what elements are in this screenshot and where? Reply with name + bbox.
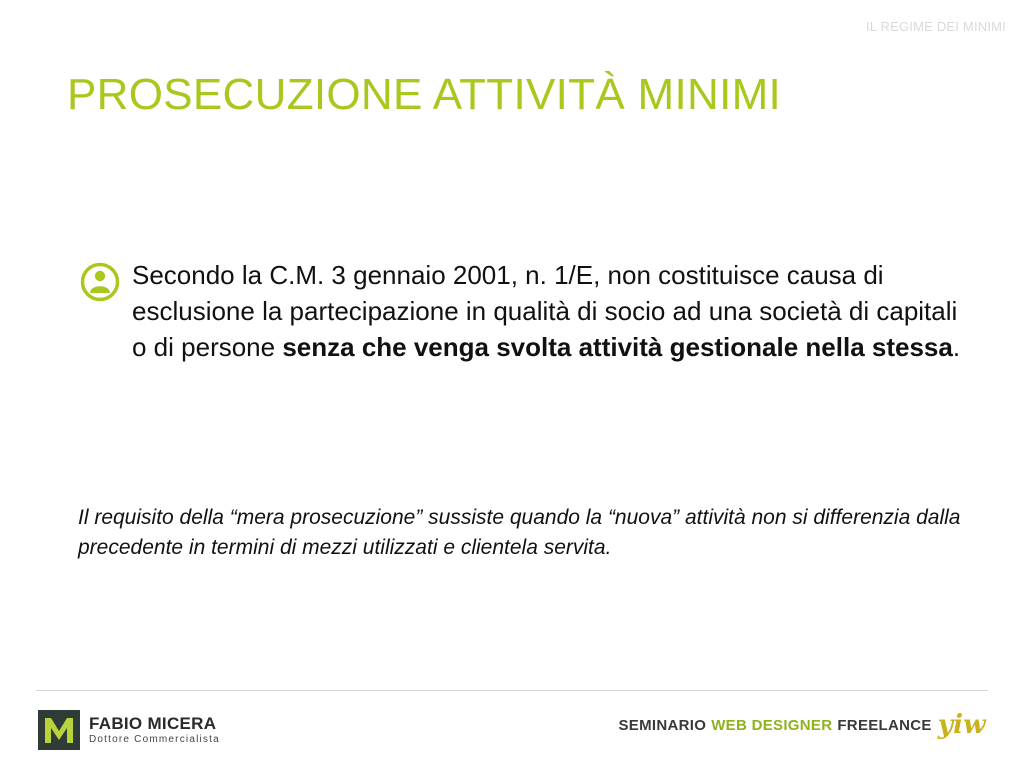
seminar-label: SEMINARIO [618, 716, 707, 734]
logo-m-glyph [38, 710, 80, 750]
bullet-text-end: . [952, 332, 961, 362]
seminar-highlight: WEB DESIGNER [711, 716, 833, 734]
section-label: IL REGIME DEI MINIMI [865, 19, 1006, 34]
note-text: Il requisito della “mera prosecuzione” sussiste quando la “nuova” attività non si differenzia dalla precedente in termini di mezzi utilizzati e clientela servita. [78, 506, 961, 559]
slide-title: PROSECUZIONE ATTIVITÀ MINIMI [67, 70, 782, 119]
bullet-text-normal: Secondo la C.M. 3 gennaio 2001, n. 1/E, non costituisce causa di esclusione la partecipazione in qualità di socio ad una società di capitali o di persone [132, 260, 958, 362]
logo-m-icon [38, 710, 80, 750]
footer-divider [36, 690, 988, 691]
logo-name: FABIO MICERA [89, 713, 217, 733]
bullet-text [132, 257, 970, 365]
bullet-text-bold: senza che venga svolta attività gestionale nella stessa [282, 332, 953, 362]
logo-subtitle: Dottore Commercialista [89, 733, 220, 745]
yiw-logo: yiw [937, 710, 986, 740]
author-logo [38, 710, 220, 750]
seminar-label-end: FREELANCE [837, 716, 932, 734]
user-icon [80, 262, 120, 302]
bullet-point [80, 257, 970, 365]
logo-text [89, 715, 220, 746]
seminar-logo [619, 712, 987, 738]
